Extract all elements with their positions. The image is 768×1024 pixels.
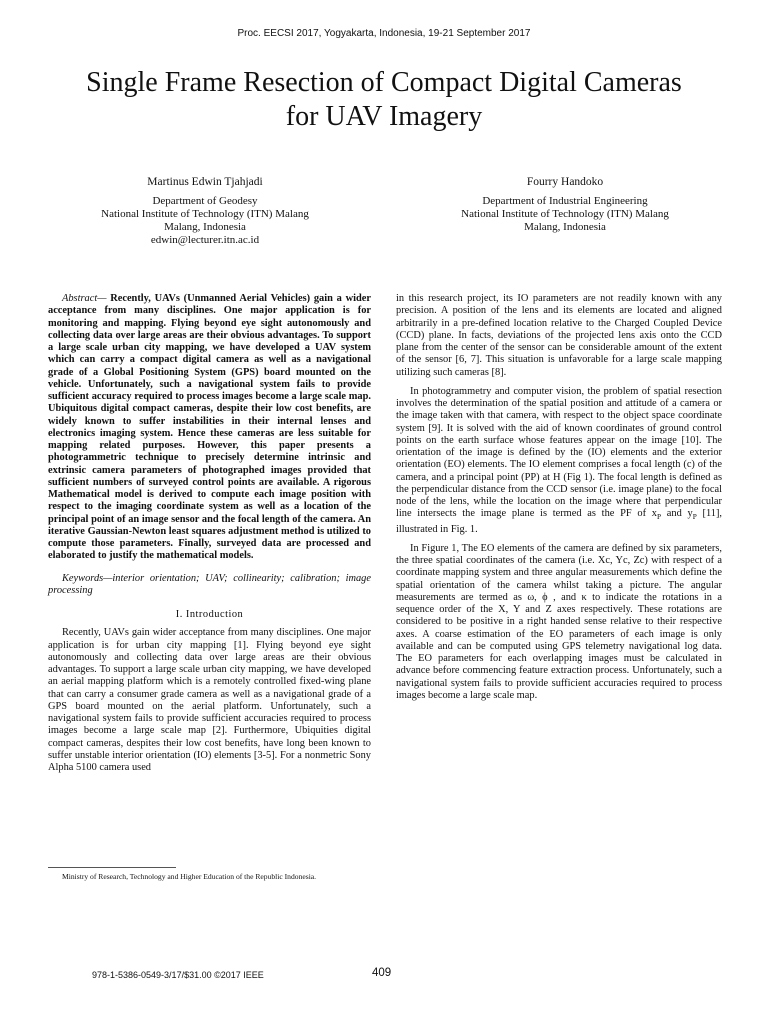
proceedings-header: Proc. EECSI 2017, Yogyakarta, Indonesia, 19-21 September 2017	[237, 28, 531, 39]
author-email[interactable]: edwin@lecturer.itn.ac.id	[150, 234, 260, 246]
abstract-text: Recently, UAVs (Unmanned Aerial Vehicles) gain a wider acceptance from many disciplines. One major application is for monitoring and mapping. Flying beyond eye sight autonomously and collecting data over large areas are their obvious advantages. To support a large scale urban city mapping, we have developed a UAV system which can carry a compact digital camera as well as a navigational grade of a Global Positioning System (GPS) board mounted on the vehicle. Unfortunately, such a navigational system fails to provide sufficient accuracy required to process images become a large scale map. Ubiquitous digital compact cameras, despite their low cost benefits, are widely known to suffer instabilities in their internal lenses and electronics imaging system. Hence these cameras are less suitable for mapping related purposes. However, this paper presents a photogrammetric technique to precisely determine intrinsic and extrinsic camera parameters of photographed images provided that sufficient numbers of surveyed control points are available. A rigorous Mathematical model is derived to compute each image position with respect to the imaging coordinate system as well as a location of the principal point of an image sensor and the focal length of the camera. An iterative Gaussian-Newton least squares adjustment method is utilized to compute those parameters. Finally, surveyed data are processed and elaborated to justify the mathematical models.	[48, 293, 371, 562]
body-paragraph: in this research project, its IO parameters are not readily known with any precision. A position of the lens and its elements are located and aligned arbitrarily in a pre-defined location relative to the Charged Coupled Device (CCD) plane. In facts, deviations of the projected lens axis onto the CCD plane from the center of the sensor can be considerable amount of the extent of the sensor [6, 7]. This situation is unfavorable for a large scale mapping utilizing such cameras [8].	[396, 293, 722, 378]
author-block-2	[415, 176, 715, 234]
author-location: Malang, Indonesia	[524, 221, 606, 233]
author-institution: National Institute of Technology (ITN) Malang	[461, 208, 669, 220]
author-department: Department of Geodesy	[152, 195, 258, 207]
footnote: Ministry of Research, Technology and Higher Education of the Republic Indonesia.	[62, 872, 317, 881]
body-paragraph: In photogrammetry and computer vision, the problem of spatial resection involves the determination of the spatial position and attitude of a camera or the image taken with that camera, with respect to the object space coordinate system [9]. It is solved with the aid of known coordinates of ground control points on the earth surface whose features appear on the image [10]. The orientation of the image is defined by the (IO) elements and the exterior orientation (EO) elements. The IO element comprises a focal length (c) of the camera, and a principal point (PP) at H (Fig 1). The focal length is defined as the perpendicular distance from the CCD sensor (i.e. image plane) to the focal node of the lens, while the location on the image where that perpendicular line intersects the image plane is termed as the PF of $x_P$ and $y_P$ [11], illustrated in Fig. 1.	[396, 385, 723, 535]
right-column	[396, 293, 722, 709]
keywords: Keywords—interior orientation; UAV; collinearity; calibration; image processing	[48, 572, 371, 596]
section-heading-introduction: I. Introduction	[175, 609, 244, 620]
author-name: Martinus Edwin Tjahjadi	[147, 176, 263, 188]
body-paragraph: In Figure 1, The EO elements of the camera are defined by six parameters, the three spatial coordinates of the camera (i.e. Xc, Yc, Zc) with respect of a coordinate mapping system and three angular measurements which define the spatial orientation of the camera whilst taking a picture. The angular measurements are termed as ω, ϕ , and κ to indicate the rotations in a sequence order of the X, Y and Z axes respectively. These rotations are considered to be positive in a right handed sense relative to their respective axes. A coarse estimation of the EO parameters of each image is only available and can be computed using GPS telemetry navigational log data. The EO parameters for each overlapping images must be calculated in advance before commencing feature extraction process. Unfortunately, such a navigational system fails to provide sufficient accuracies required to process images become a large scale map.	[396, 542, 722, 701]
intro-paragraph: Recently, UAVs gain wider acceptance from many disciplines. One major application is for urban city mapping [1]. Flying beyond eye sight autonomously and collecting data over large areas are their obvious advantages. To support a large scale urban city mapping, we have developed an aerial mapping platform which is a remotely controlled fixed-wing plane that can carry a consumer grade camera as well as a navigational grade of a GPS board mounted on the aerial platform. Unfortunately, such a navigational system fails to provide sufficient accuracies required to process images become a large scale map [2]. Furthermore, Ubiquities digital compact cameras, despites their low cost benefits, have long been known to suffer unstable interior orientation (IO) elements [3-5]. For a nonmetric Sony Alpha 5100 camera used	[48, 627, 371, 773]
author-block-1	[55, 176, 355, 247]
abstract	[48, 293, 371, 563]
author-institution: National Institute of Technology (ITN) Malang	[101, 208, 309, 220]
footnote-divider	[48, 867, 176, 868]
author-location: Malang, Indonesia	[164, 221, 246, 233]
author-department: Department of Industrial Engineering	[482, 195, 648, 207]
page-number: 409	[372, 967, 392, 979]
isbn-footer: 978-1-5386-0549-3/17/$31.00 ©2017 IEEE	[92, 970, 264, 980]
left-column	[48, 293, 371, 781]
paper-title	[40, 66, 728, 134]
author-name: Fourry Handoko	[526, 176, 604, 188]
title-line-2: for UAV Imagery	[285, 101, 483, 132]
abstract-label: Abstract—	[62, 293, 107, 304]
title-line-1: Single Frame Resection of Compact Digital Cameras	[86, 67, 682, 98]
